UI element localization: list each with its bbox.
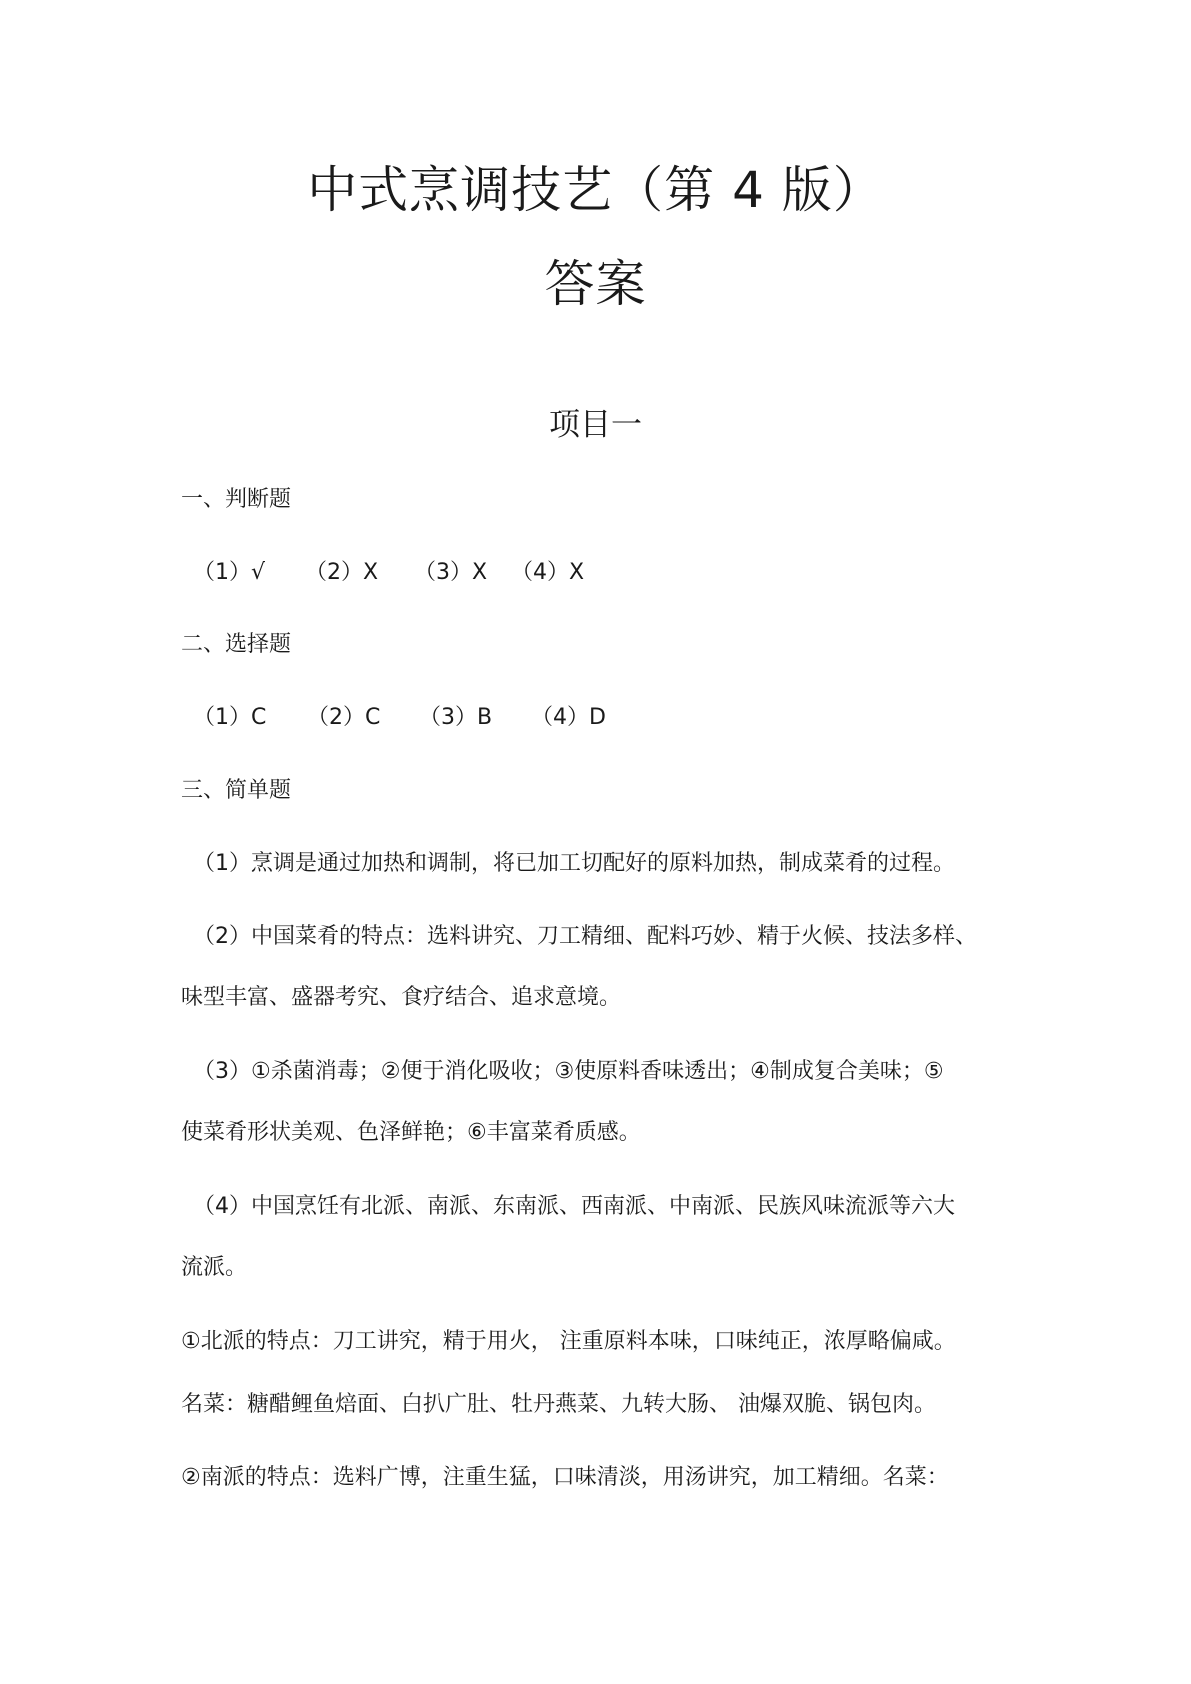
project-heading: 项目一 xyxy=(549,407,642,443)
answer-item: （4）D xyxy=(531,705,606,730)
answer-item: （1）√ xyxy=(193,560,266,585)
section-heading-multiple-choice: 二、选择题 xyxy=(181,632,292,657)
answer-paragraph-line: ②南派的特点：选料广博，注重生猛，口味清淡，用汤讲究，加工精细。名菜： xyxy=(181,1465,949,1490)
answer-item: （3）B xyxy=(419,705,493,730)
answer-item: （2）C xyxy=(307,705,381,730)
document-title: 中式烹调技艺（第 4 版） xyxy=(307,161,884,219)
answer-item: （4）X xyxy=(511,560,585,585)
answer-item: （3）X xyxy=(414,560,488,585)
section-heading-short-answer: 三、简单题 xyxy=(181,778,292,803)
answer-paragraph-line: ①北派的特点：刀工讲究，精于用火， 注重原料本味，口味纯正，浓厚略偏咸。 xyxy=(181,1329,956,1354)
answer-paragraph-line: 名菜：糖醋鲤鱼焙面、白扒广肚、牡丹燕菜、九转大肠、 油爆双脆、锅包肉。 xyxy=(181,1392,936,1417)
answer-paragraph-line: 味型丰富、盛器考究、食疗结合、追求意境。 xyxy=(181,985,622,1010)
answer-item: （1）C xyxy=(193,705,267,730)
answer-paragraph-line: 流派。 xyxy=(181,1255,248,1280)
answer-paragraph-line: （1）烹调是通过加热和调制，将已加工切配好的原料加热，制成菜肴的过程。 xyxy=(193,851,955,876)
answer-paragraph-line: 使菜肴形状美观、色泽鲜艳；⑥丰富菜肴质感。 xyxy=(181,1120,641,1145)
answer-item: （2）X xyxy=(305,560,379,585)
answer-paragraph-line: （4）中国烹饪有北派、南派、东南派、西南派、中南派、民族风味流派等六大 xyxy=(193,1194,955,1219)
answer-paragraph-line: （3）①杀菌消毒；②便于消化吸收；③使原料香味透出；④制成复合美味；⑤ xyxy=(193,1059,944,1084)
document-subtitle: 答案 xyxy=(544,255,647,313)
answer-paragraph-line: （2）中国菜肴的特点：选料讲究、刀工精细、配料巧妙、精于火候、技法多样、 xyxy=(193,924,977,949)
section-heading-true-false: 一、判断题 xyxy=(181,487,292,512)
